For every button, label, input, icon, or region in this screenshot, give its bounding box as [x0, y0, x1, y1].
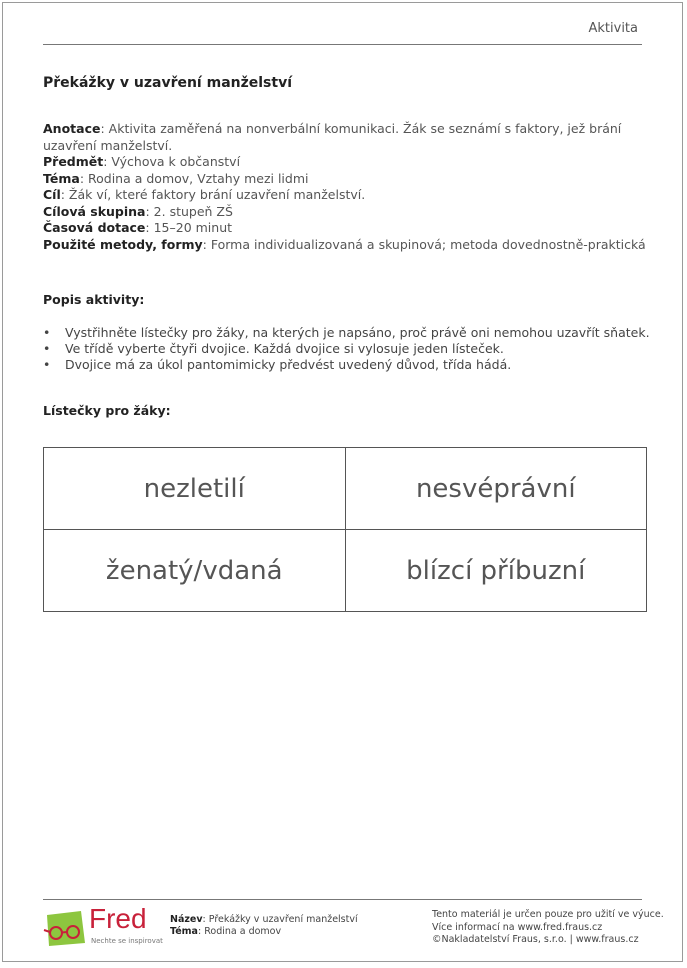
footer-legal-line: Tento materiál je určen pouze pro užití ve výuce. [432, 909, 664, 920]
meta-value: : Rodina a domov, Vztahy mezi lidmi [79, 170, 309, 186]
meta-label: Téma [43, 170, 80, 186]
meta-anotace [43, 121, 653, 154]
footer-legal-line: ©Nakladatelství Fraus, s.r.o. | www.fraus.cz [432, 934, 639, 945]
list-item-text: Vystřihněte lístečky pro žáky, na kterých je napsáno, proč právě oni nemohou uzavřít sňatek. [65, 325, 650, 340]
footer-info [170, 914, 358, 938]
table-row [44, 530, 647, 612]
footer-nazev [170, 914, 358, 926]
meta-cilova-skupina [43, 204, 653, 221]
list-item [43, 341, 653, 357]
activity-steps-list [43, 325, 653, 373]
footer-tema [170, 926, 358, 938]
card-cell: blízcí příbuzní [345, 530, 647, 612]
meta-label: Cílová skupina [43, 203, 146, 219]
fred-logo [43, 903, 163, 949]
logo-tagline: Nechte se inspirovat [91, 937, 163, 945]
meta-value: : Forma individualizovaná a skupinová; metoda dovednostně-praktická [202, 236, 646, 252]
footer-value: : Překážky v uzavření manželství [202, 914, 358, 925]
list-item [43, 357, 653, 373]
page-title: Překážky v uzavření manželství [43, 75, 292, 91]
activity-metadata [43, 121, 653, 253]
meta-value: : 15–20 minut [145, 220, 233, 235]
card-cell: ženatý/vdaná [44, 530, 346, 612]
list-item [43, 325, 653, 341]
bullet-icon: • [43, 325, 51, 340]
card-cell: nezletilí [44, 448, 346, 530]
card-cell: nesvéprávní [345, 448, 647, 530]
logo-wordmark: Fred [89, 903, 147, 934]
section-heading-popis: Popis aktivity: [43, 292, 145, 307]
meta-label: Anotace [43, 121, 101, 136]
fred-glasses-icon [43, 909, 93, 949]
bullet-icon: • [43, 357, 51, 372]
footer-divider [43, 899, 642, 900]
meta-cil [43, 187, 653, 204]
document-page [2, 2, 683, 962]
footer-label: Název [170, 914, 203, 925]
footer-legal-line: Více informací na www.fred.fraus.cz [432, 921, 603, 933]
meta-value: : Aktivita zaměřená na nonverbální komunikaci. Žák se seznámí s faktory, jež brání uzavření manželství. [43, 121, 622, 153]
meta-value: : 2. stupeň ZŠ [145, 203, 233, 219]
footer-value: : Rodina a domov [197, 926, 282, 937]
header-label: Aktivita [588, 21, 638, 36]
meta-value: : Žák ví, které faktory brání uzavření manželství. [60, 187, 366, 202]
section-heading-listecky: Lístečky pro žáky: [43, 403, 171, 418]
meta-label: Předmět [43, 154, 104, 169]
footer-label: Téma [170, 926, 198, 937]
meta-label: Použité metody, formy [43, 236, 203, 252]
footer-legal [432, 909, 664, 947]
meta-value: : Výchova k občanství [103, 154, 241, 169]
header-divider [43, 44, 642, 45]
meta-tema [43, 171, 653, 188]
list-item-text: Dvojice má za úkol pantomimicky předvést uvedený důvod, třída hádá. [65, 357, 512, 372]
meta-label: Časová dotace [43, 220, 146, 235]
meta-casova-dotace [43, 220, 653, 237]
meta-predmet [43, 154, 653, 171]
cards-table [43, 447, 647, 612]
meta-metody [43, 237, 653, 254]
meta-label: Cíl [43, 187, 61, 202]
bullet-icon: • [43, 341, 51, 356]
table-row [44, 448, 647, 530]
list-item-text: Ve třídě vyberte čtyři dvojice. Každá dvojice si vylosuje jeden lísteček. [65, 341, 504, 356]
